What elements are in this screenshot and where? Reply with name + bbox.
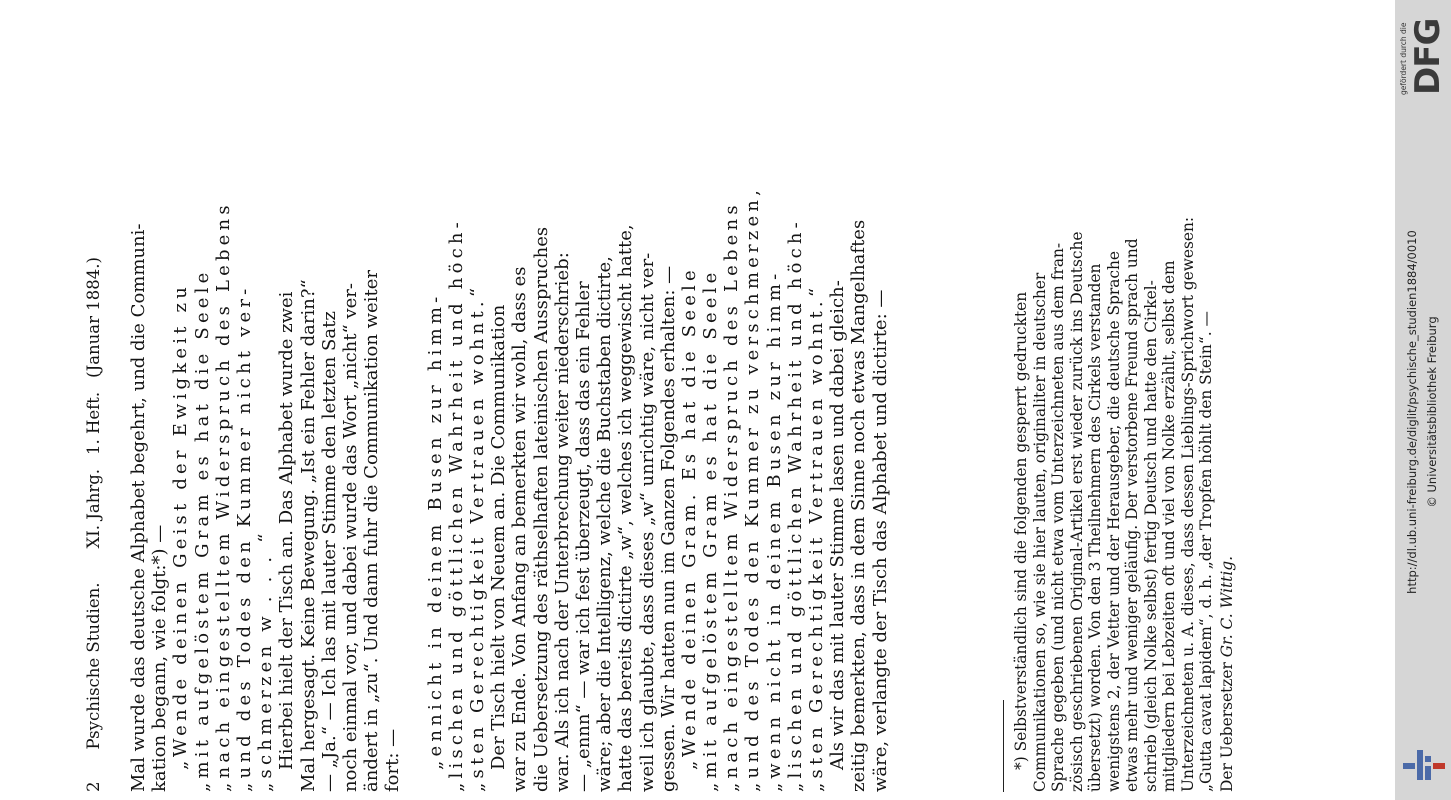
text-line: fort: — xyxy=(382,728,404,792)
text-line: war. Als ich nach der Unterbrechung weiter niederschrieb: xyxy=(551,252,573,792)
text-line: — „Ja.“ — Ich las mit lauter Stimme den letzten Satz xyxy=(318,311,340,792)
text-line: wäre, verlangte der Tisch das Alphabet und dictirte: — xyxy=(869,289,891,792)
text-line: „Wende deinen Gram. Es hat die Seele xyxy=(678,266,700,770)
text-line: „nach eingestelltem Widerspruch des Lebens xyxy=(721,201,743,792)
footnote-text xyxy=(1012,42,1216,792)
text-line: Als wir das mit lauter Stimme lasen und dabei gleich- xyxy=(827,280,849,770)
text-line: kation begann, wie folgt:*) — xyxy=(149,524,171,792)
text-line xyxy=(403,42,424,792)
permalink-url[interactable]: http://dl.ub.uni-freiburg.de/diglit/psychische_studien1884/0010 xyxy=(1405,230,1419,594)
text-line: zeitig bemerkten, dass in dem Sinne noch etwas Mangelhaftes xyxy=(848,219,870,792)
footnote-line: zösisch geschriebenen Original-Artikel erst wieder zurück ins Deutsche xyxy=(1067,231,1086,792)
text-line: „sten Gerechtigkeit Vertrauen wohnt.“ xyxy=(467,283,488,792)
text-line: gessen. Wir hatten nun im Ganzen Folgendes erhalten: — xyxy=(657,265,679,792)
body-text xyxy=(128,42,891,792)
footnote-line: etwas mehr und weniger geläufig. Der verstorbene Freund sprach und xyxy=(1123,238,1141,792)
sidebar-vertical-text xyxy=(1395,0,1451,800)
text-line: die Uebersetzung des räthselhaften lateinischen Ausspruches xyxy=(530,226,552,792)
text-line: noch einmal vor, und dabei wurde das Wort „nicht“ ver- xyxy=(339,283,361,792)
text-line: „sten Gerechtigkeit Vertrauen wohnt.“ xyxy=(806,283,827,792)
text-line: „lischen und göttlichen Wahrheit und höch- xyxy=(784,218,806,792)
dfg-logo: DFG xyxy=(1408,18,1448,95)
text-line: „Wende deinen Geist der Ewigkeit zu xyxy=(170,282,192,770)
journal-volume: XI. Jahrg. xyxy=(83,468,103,549)
text-line: „ennicht in deinem Busen zur himm- xyxy=(424,292,446,770)
text-line: Hierbei hielt der Tisch an. Das Alphabet wurde zwei xyxy=(276,291,298,770)
running-header xyxy=(80,44,106,792)
text-line: weil ich glaubte, dass dieses „w“ unrichtig wäre, nicht ver- xyxy=(636,252,658,792)
text-line: „lischen und göttlichen Wahrheit und höch- xyxy=(445,218,467,792)
signature-prefix: Der Uebersetzer xyxy=(1218,662,1236,792)
text-line: „und des Todes den Kummer nicht ver- xyxy=(233,284,255,792)
text-line: „wenn nicht in deinem Busen zur himm- xyxy=(763,269,785,792)
copyright-notice: © Universitätsbibliothek Freiburg xyxy=(1425,316,1439,508)
library-sidebar xyxy=(1395,0,1451,800)
footnote-line: „Gutta cavat lapidem“, d. h. „der Tropfen höhlt den Stein“. — xyxy=(1197,311,1215,792)
text-line: Mal wurde das deutsche Alphabet begehrt, und die Communi- xyxy=(128,223,149,792)
text-line: „und des Todes den Kummer zu verschmerzen, xyxy=(742,185,764,792)
text-line: Mal hergesagt. Keine Bewegung. „Ist ein Fehler darin?“ xyxy=(297,279,319,792)
journal-title: Psychische Studien. xyxy=(83,582,103,750)
signature-name: Gr. C. Wittig. xyxy=(1218,555,1236,658)
page-number: 2 xyxy=(83,781,103,792)
footnote-line: mitgliedern bei Lebzeiten oft und viel von Nolke erzählt, selbst dem xyxy=(1160,260,1178,792)
text-line: Der Tisch hielt von Neuem an. Die Communikation xyxy=(488,304,510,770)
footnote-line: Communikationen so, wie sie hier lauten, originaliter in deutscher xyxy=(1030,272,1049,792)
footnote-line: Sprache gegeben (und nicht etwa vom Unterzeichneten aus dem fran- xyxy=(1049,242,1067,792)
text-line: hatte das bereits dictirte „w“, welches ich weggewischt hatte, xyxy=(615,224,637,792)
footnote-line: *) Selbstverständlich sind die folgenden gesperrt gedruckten xyxy=(1012,291,1030,770)
journal-date: (Januar 1884.) xyxy=(83,257,103,378)
journal-issue: 1. Heft. xyxy=(83,391,103,455)
library-logo-icon xyxy=(1403,746,1447,784)
text-line: ändert in „zu“. Und dann fuhr die Communikation weiter xyxy=(361,270,383,792)
footnote-line: schrieb (gleich Nolke selbst) fertig Deutsch und hatte den Cirkel- xyxy=(1141,280,1160,792)
translator-signature xyxy=(1218,12,1236,792)
text-line: „nach eingestelltem Widerspruch des Lebens xyxy=(212,201,234,792)
funding-note: gefördert durch die xyxy=(1399,22,1408,95)
text-line: „schmerzen w . . . “ xyxy=(255,529,277,792)
text-line: war zu Ende. Von Anfang an bemerkten wir wohl, dass es xyxy=(509,266,531,792)
text-line: — „ennn“ — war ich fest überzeugt, dass das ein Fehler xyxy=(572,281,594,792)
footnote-line: übersetzt) worden. Von den 3 Theilnehmern des Cirkels verstanden xyxy=(1086,263,1104,792)
text-line: „mit aufgelöstem Gram es hat die Seele xyxy=(191,268,213,792)
footnote-line: wenigstens 2, der Vetter und der Herausgeber, die deutsche Sprache xyxy=(1104,250,1123,792)
text-line: „mit aufgelöstem Gram es hat die Seele xyxy=(700,268,722,792)
footnote-rule xyxy=(1003,700,1004,792)
footnote-line: Unterzeichneten u. A. dieses, dass dessen Lieblings-Sprichwort gewesen: xyxy=(1178,216,1197,792)
text-line: wäre; aber die Intelligenz, welche die Buchstaben dictirte, xyxy=(594,256,616,792)
